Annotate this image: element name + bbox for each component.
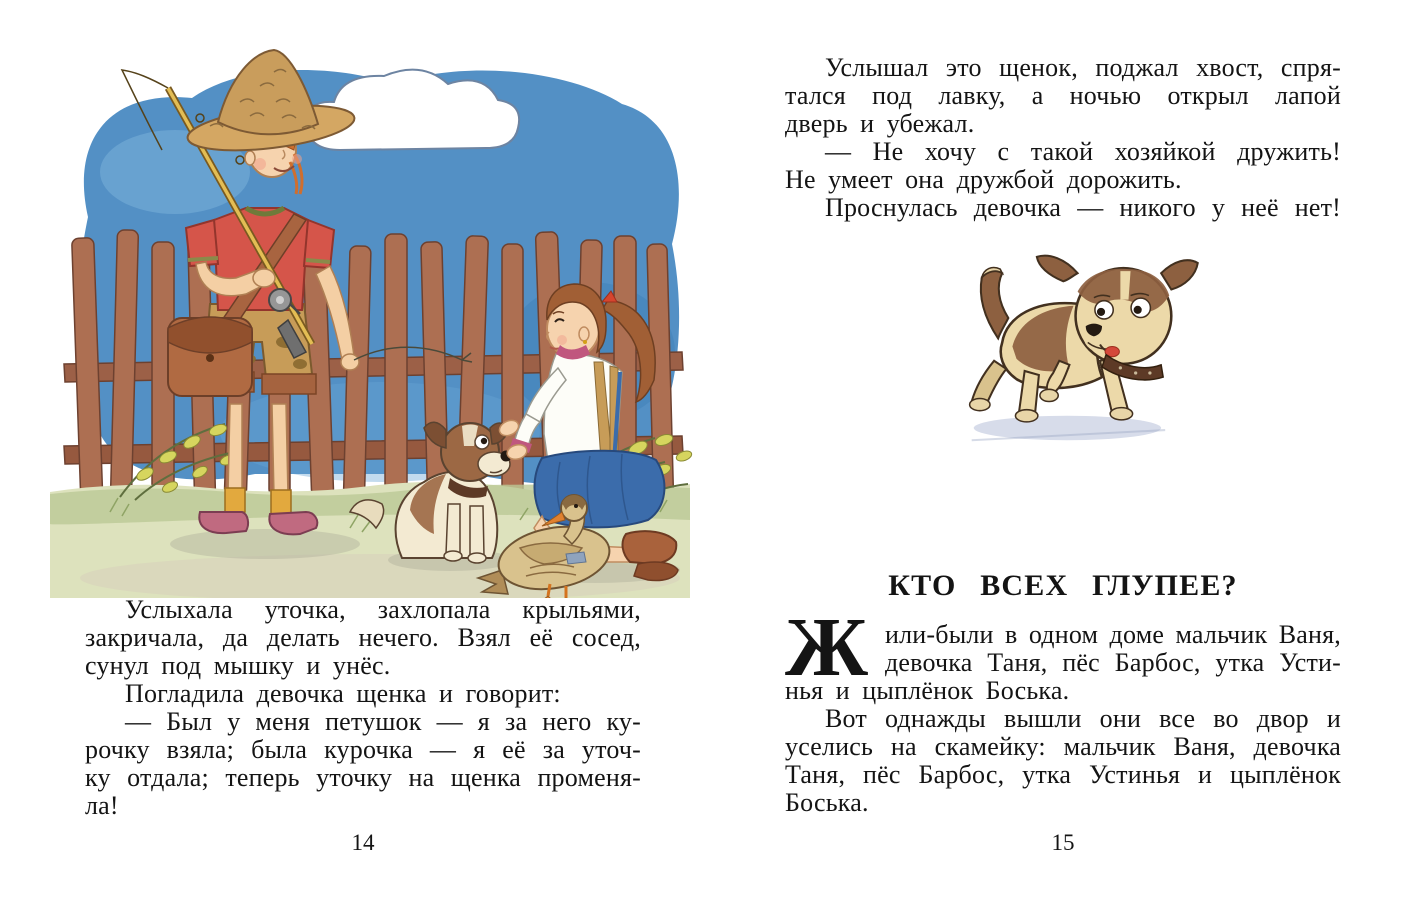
left-page-number: 14 xyxy=(351,830,375,855)
left-page-text xyxy=(85,596,641,820)
puppy-tail xyxy=(981,271,1009,338)
text-line: закричала, да делать нечего. Взял её сосед, xyxy=(85,623,641,652)
text-line: Боська. xyxy=(785,788,869,817)
text-line: нья и цыплёнок Боська. xyxy=(785,676,1070,705)
puppy-ear-right xyxy=(1161,260,1198,289)
text-line: сунул под мышку и унёс. xyxy=(85,651,391,680)
boy-shoe-left xyxy=(199,512,248,533)
text-line: дверь и убежал. xyxy=(785,109,975,138)
story-title: КТО ВСЕХ ГЛУПЕЕ? xyxy=(888,569,1238,602)
text-line: Вот однажды вышли они все во двор и xyxy=(825,704,1341,733)
text-line: тался под лавку, а ночью открыл лапой xyxy=(785,81,1341,110)
girl-shoe xyxy=(623,531,677,564)
right-page-number: 15 xyxy=(1051,830,1075,855)
text-line: уселись на скамейку: мальчик Ваня, девочка xyxy=(785,732,1341,761)
right-page-top-text xyxy=(785,54,1341,222)
boy-shoe-right xyxy=(269,512,317,534)
text-line: Погладила девочка щенка и говорит: xyxy=(125,679,561,708)
text-line: или-были в одном доме мальчик Ваня, xyxy=(885,620,1341,649)
text-line: Таня, пёс Барбос, утка Устинья и цыплёнок xyxy=(785,760,1341,789)
girl-skirt xyxy=(535,451,665,528)
text-line: ку отдала; теперь уточку на щенка променя- xyxy=(85,763,641,792)
text-line: рочку взяла; была курочка — я её за уточ- xyxy=(85,735,641,764)
text-line: — Был у меня петушок — я за него ку- xyxy=(125,707,641,736)
scene-illustration xyxy=(50,42,695,598)
text-line: Не умеет она дружбой дорожить. xyxy=(785,165,1182,194)
text-line: ла! xyxy=(85,791,119,820)
puppy-ear-left xyxy=(1037,256,1078,282)
text-line: девочка Таня, пёс Барбос, утка Усти- xyxy=(885,648,1341,677)
puppy-illustration xyxy=(935,240,1210,450)
running-puppy xyxy=(970,256,1198,422)
text-line: Проснулась девочка — никого у неё нет! xyxy=(825,193,1341,222)
right-page-story-text xyxy=(785,601,1341,817)
text-line: Услыхала уточка, захлопала крыльями, xyxy=(125,595,641,624)
shadow xyxy=(972,416,1166,440)
text-line: Услышал это щенок, поджал хвост, спря- xyxy=(825,53,1341,82)
text-line: — Не хочу с такой хозяйкой дружить! xyxy=(825,137,1341,166)
drop-cap: Ж xyxy=(785,601,869,694)
